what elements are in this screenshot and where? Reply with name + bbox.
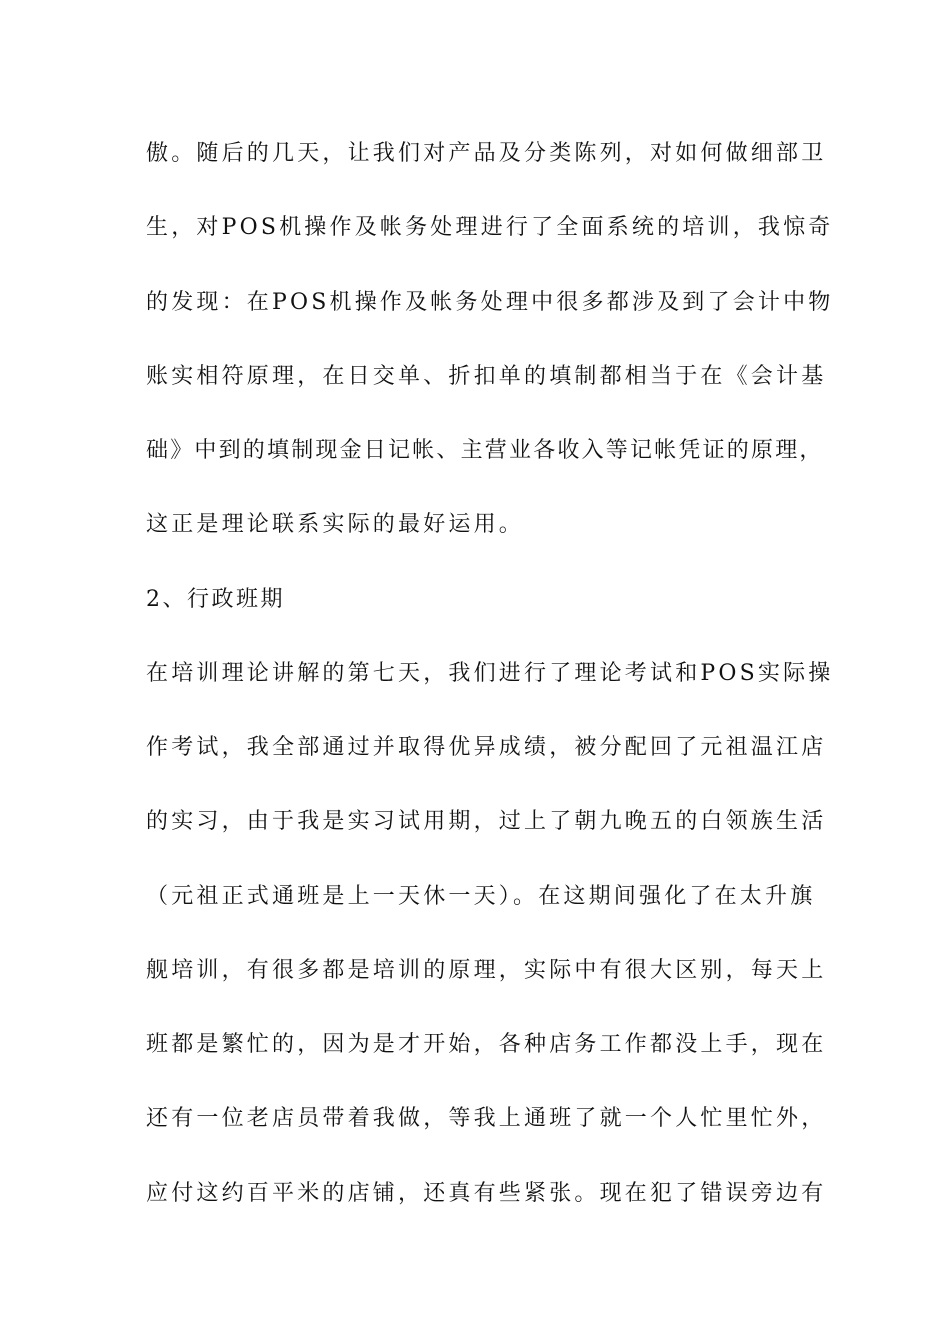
section-heading: 2、行政班期 bbox=[146, 587, 285, 612]
text-line-2: 生，对POS机操作及帐务处理进行了全面系统的培训，我惊奇 bbox=[146, 215, 834, 240]
text-line-9: 作考试，我全部通过并取得优异成绩，被分配回了元祖温江店 bbox=[146, 735, 827, 760]
text-line-14: 还有一位老店员带着我做，等我上通班了就一个人忙里忙外， bbox=[146, 1106, 827, 1131]
text-line-11: （元祖正式通班是上一天休一天）。在这期间强化了在太升旗 bbox=[146, 884, 816, 909]
text-line-3: 的发现：在POS机操作及帐务处理中很多都涉及到了会计中物 bbox=[146, 290, 834, 315]
text-line-5: 础》中到的填制现金日记帐、主营业各收入等记帐凭证的原理， bbox=[146, 438, 824, 463]
text-line-15: 应付这约百平米的店铺，还真有些紧张。现在犯了错误旁边有 bbox=[146, 1181, 827, 1206]
text-line-4: 账实相符原理，在日交单、折扣单的填制都相当于在《会计基 bbox=[146, 364, 827, 389]
text-line-1: 傲。随后的几天，让我们对产品及分类陈列，对如何做细部卫 bbox=[146, 141, 827, 166]
text-line-8: 在培训理论讲解的第七天，我们进行了理论考试和POS实际操 bbox=[146, 661, 834, 686]
text-line-12: 舰培训，有很多都是培训的原理，实际中有很大区别，每天上 bbox=[146, 958, 827, 983]
text-line-6: 这正是理论联系实际的最好运用。 bbox=[146, 512, 525, 537]
text-line-13: 班都是繁忙的，因为是才开始，各种店务工作都没上手，现在 bbox=[146, 1032, 827, 1057]
text-line-10: 的实习，由于我是实习试用期，过上了朝九晚五的白领族生活 bbox=[146, 809, 827, 834]
